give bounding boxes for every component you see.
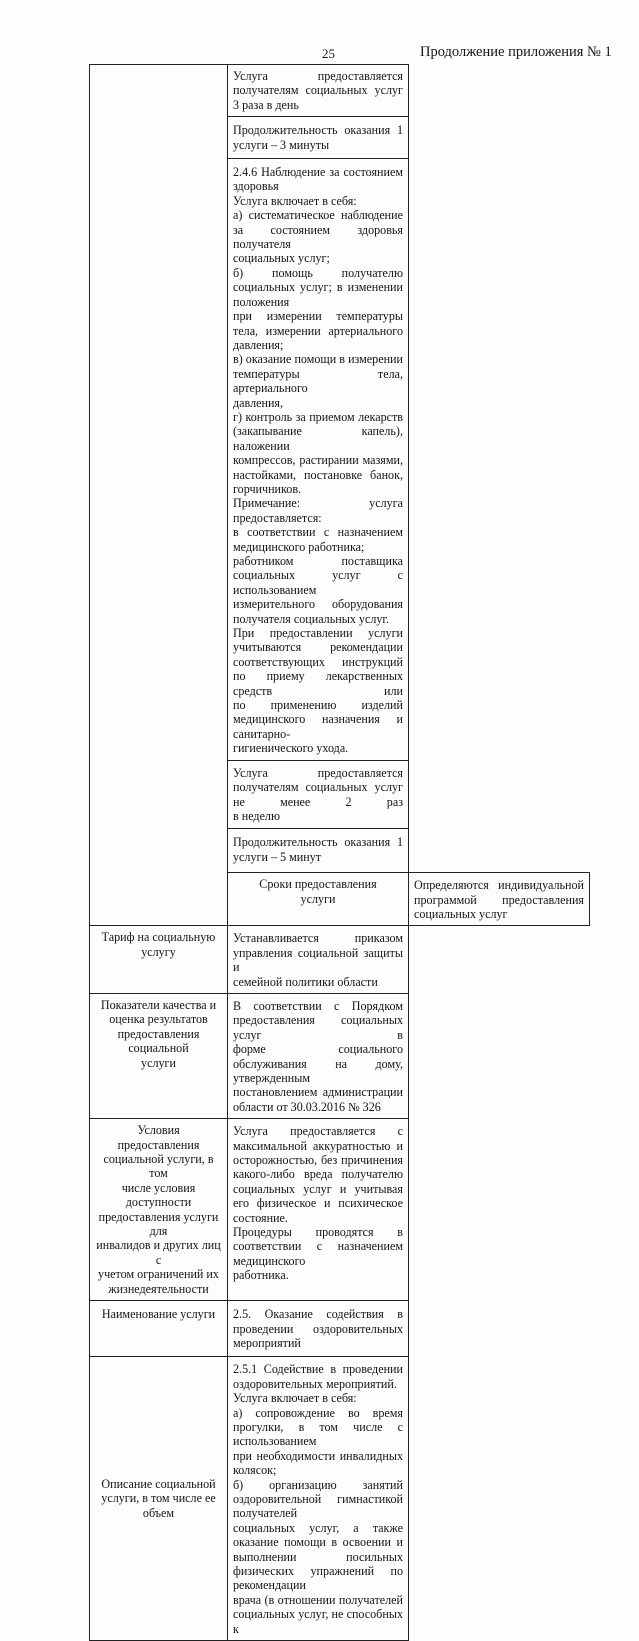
table-row xyxy=(90,1301,590,1357)
table-row xyxy=(90,926,590,994)
service-name-value: 2.5. Оказание содействия в проведении оздоровительных мероприятий xyxy=(228,1301,409,1357)
frequency-2-cell: Услуга предоставляется получателям социальных услуг не менее 2 раз в неделю xyxy=(228,760,409,829)
table-row xyxy=(90,1357,590,1641)
health-monitoring-cell: 2.4.6 Наблюдение за состоянием здоровья Услуга включает в себя: а) систематическое наблюдение за состоянием здоровья получателя социальных услуг; б) помощь получателю социальных услуг; в изменении положения при измерении температуры тела, измерении артериального давления; в) оказание помощи в измерении температуры тела, артериального давления, г) контроль за приемом лекарств (закапывание капель), наложении компрессов, растирании мазями, настойками, постановке банок, горчичников. Примечание: услуга предоставляется: в соответствии с назначением медицинского работника; работником поставщика социальных услуг с использованием измерительного оборудования получателя социальных услуг. При предоставлении услуги учитываются рекомендации соответствующих инструкций по приему лекарственных средств или по применению изделий медицинского назначения и санитарно- гигиенического ухода. xyxy=(228,159,409,761)
quality-label: Показатели качества и оценка результатов предоставления социальной услуги xyxy=(90,993,228,1118)
duration-cell: Продолжительность оказания 1 услуги – 3 минуты xyxy=(228,117,409,159)
services-table xyxy=(89,64,590,1641)
appendix-note: Продолжение приложения № 1 xyxy=(420,44,612,60)
duration-2-cell: Продолжительность оказания 1 услуги – 5 минут xyxy=(228,829,409,873)
table-row xyxy=(90,1119,590,1301)
page-number: 25 xyxy=(322,46,335,61)
terms-value: Определяются индивидуальной программой предоставления социальных услуг xyxy=(409,873,590,926)
tariff-label: Тариф на социальную услугу xyxy=(90,926,228,994)
quality-value: В соответствии с Порядком предоставления социальных услуг в форме социального обслуживания на дому, утвержденным постановлением администрации области от 30.03.2016 № 326 xyxy=(228,993,409,1118)
table-row xyxy=(90,993,590,1118)
table-row xyxy=(90,65,590,117)
conditions-value: Услуга предоставляется с максимальной аккуратностью и осторожностью, без причинения какого-либо вреда получателю социальных услуг и учитывая его физическое и психическое состояние. Процедуры проводятся в соответствии с назначением медицинского работника. xyxy=(228,1119,409,1301)
terms-label: Сроки предоставления услуги xyxy=(228,873,409,926)
description-value: 2.5.1 Содействие в проведении оздоровительных мероприятий. Услуга включает в себя: а) сопровождение во время прогулки, в том числе с использованием при необходимости инвалидных колясок; б) организацию занятий оздоровительной гимнастикой получателей социальных услуг, а также оказание помощи в освоении и выполнении посильных физических упражнений по рекомендации врача (в отношении получателей социальных услуг, не способных к xyxy=(228,1357,409,1641)
description-label: Описание социальной услуги, в том числе ее объем xyxy=(90,1357,228,1641)
empty-label-cell xyxy=(90,65,228,926)
service-name-label: Наименование услуги xyxy=(90,1301,228,1357)
conditions-label: Условия предоставления социальной услуги, в том числе условия доступности предоставления услуги для инвалидов и других лиц с учетом ограничений их жизнедеятельности xyxy=(90,1119,228,1301)
section-title: 2.4.6 Наблюдение за состоянием здоровья xyxy=(233,165,403,194)
tariff-value: Устанавливается приказом управления социальной защиты и семейной политики области xyxy=(228,926,409,994)
page-header xyxy=(0,44,639,64)
frequency-cell: Услуга предоставляется получателям социальных услуг 3 раза в день xyxy=(228,65,409,117)
